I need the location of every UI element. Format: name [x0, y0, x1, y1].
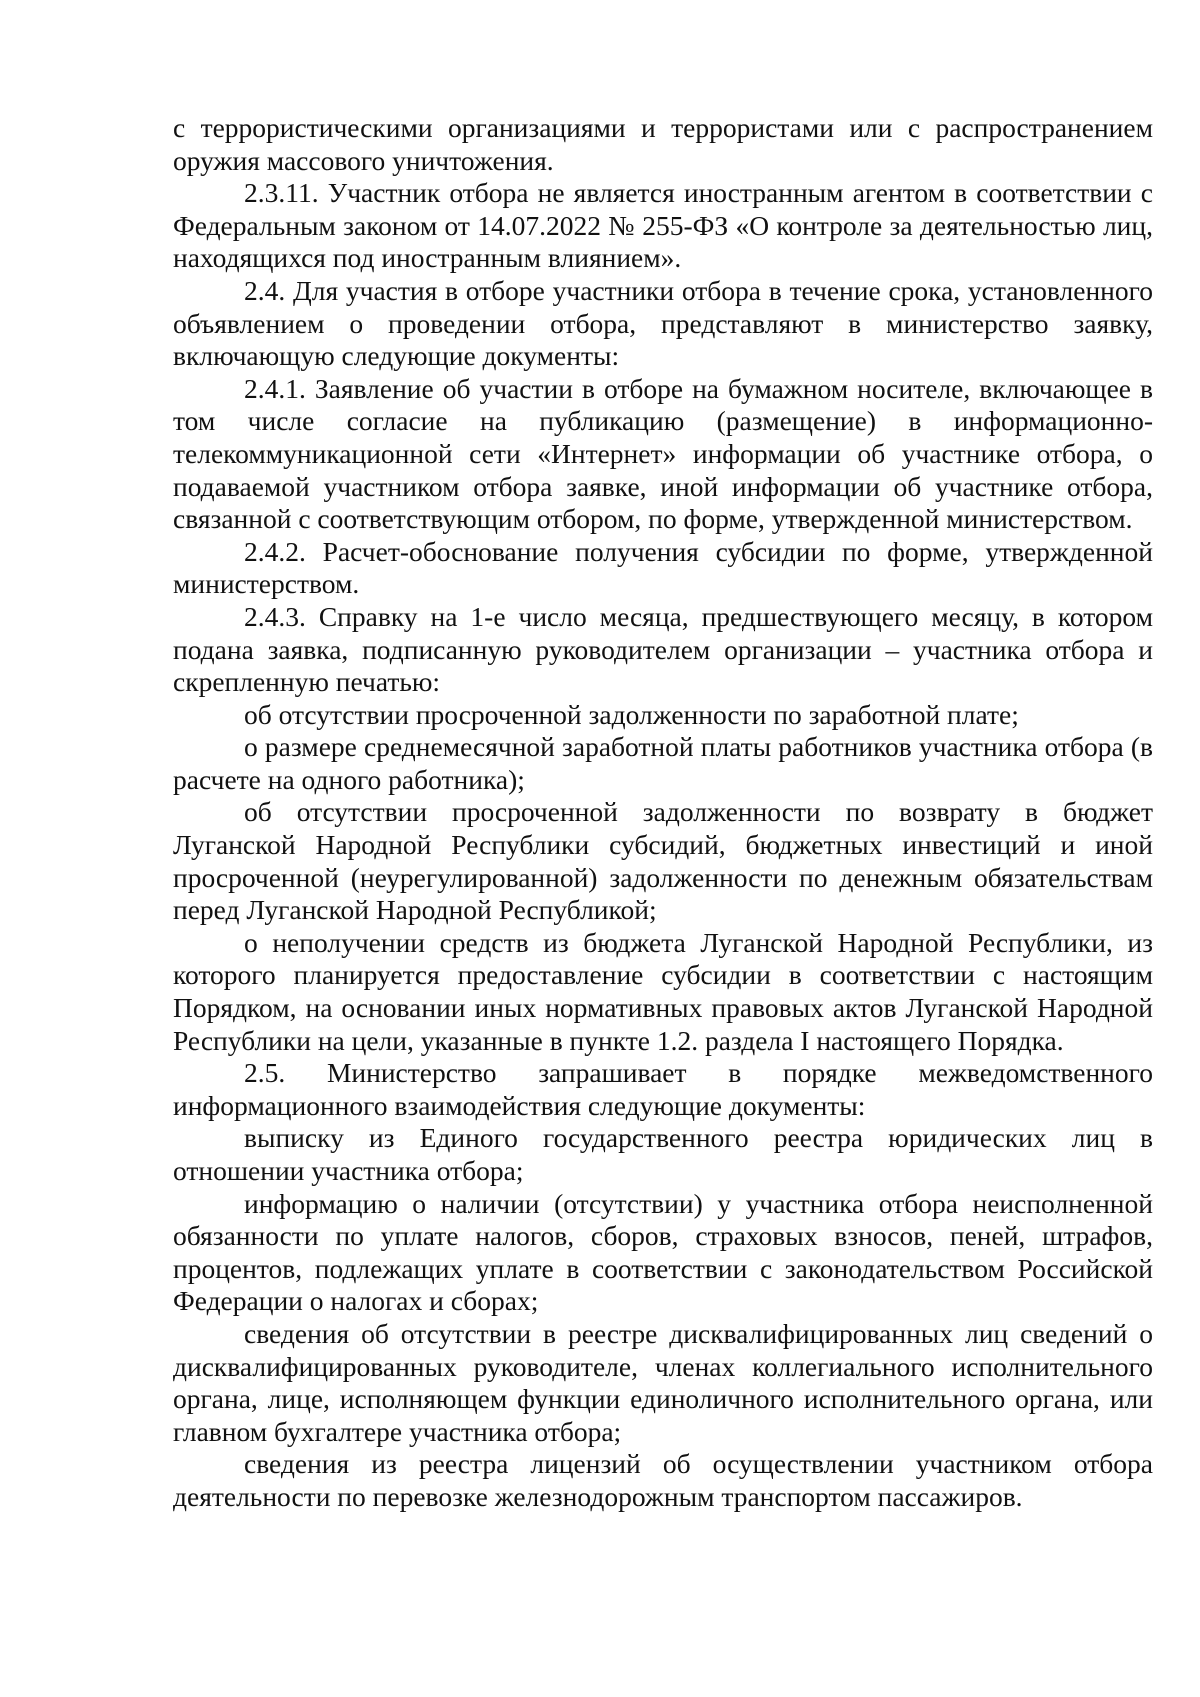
- list-item-salary-arrears: об отсутствии просроченной задолженности по заработной плате;: [244, 698, 1019, 730]
- list-item-no-other-funds: о неполучении средств из бюджета Луганской Народной Республики, из которого планируется предоставление субсидии в соответствии с настоящим Порядком, на основании иных нормативных правовых актов Луганской Народной Республики на цели, указанные в пункте 1.2. раздела I настоящего Порядка.: [173, 926, 1153, 1056]
- list-item-disqualified-persons: сведения об отсутствии в реестре дисквалифицированных лиц сведений о дисквалифицированных руководителе, членах коллегиального исполнительного органа, лице, исполняющем функции единоличного исполнительного органа, или главном бухгалтере участника отбора;: [173, 1317, 1153, 1447]
- document-body: [173, 112, 1153, 1514]
- paragraph-2-4-3: 2.4.3. Справку на 1-е число месяца, предшествующего месяцу, в котором подана заявка, подписанную руководителем организации – участника отбора и скрепленную печатью:: [173, 600, 1153, 698]
- paragraph-2-4-2: 2.4.2. Расчет-обоснование получения субсидии по форме, утвержденной министерством.: [173, 535, 1153, 600]
- list-item-license-registry: сведения из реестра лицензий об осуществлении участником отбора деятельности по перевозке железнодорожным транспортом пассажиров.: [173, 1448, 1153, 1512]
- list-item-tax-obligations: информацию о наличии (отсутствии) у участника отбора неисполненной обязанности по уплате налогов, сборов, страховых взносов, пеней, штрафов, процентов, подлежащих уплате в соответствии с законодательством Российской Федерации о налогах и сборах;: [173, 1187, 1153, 1317]
- paragraph-2-3-11: 2.3.11. Участник отбора не является иностранным агентом в соответствии с Федеральным законом от 14.07.2022 № 255-ФЗ «О контроле за деятельностью лиц, находящихся под иностранным влиянием».: [173, 177, 1153, 274]
- list-item-budget-arrears: об отсутствии просроченной задолженности по возврату в бюджет Луганской Народной Республики субсидий, бюджетных инвестиций и иной просроченной (неурегулированной) задолженности по денежным обязательствам перед Луганской Народной Республикой;: [173, 796, 1153, 926]
- paragraph-2-5: 2.5. Министерство запрашивает в порядке межведомственного информационного взаимодействия следующие документы:: [173, 1057, 1153, 1121]
- list-item-egrul-extract: выписку из Единого государственного реестра юридических лиц в отношении участника отбора;: [173, 1122, 1153, 1186]
- paragraph-2-4-1: 2.4.1. Заявление об участии в отборе на бумажном носителе, включающее в том числе согласие на публикацию (размещение) в информационно-телекоммуникационной сети «Интернет» информации об участнике отбора, о подаваемой участником отбора заявке, иной информации об участнике отбора, связанной с соответствующим отбором, по форме, утвержденной министерством.: [173, 372, 1153, 535]
- list-item-average-salary: о размере среднемесячной заработной платы работников участника отбора (в расчете на одного работника);: [173, 731, 1153, 795]
- paragraph-continuation: с террористическими организациями и террористами или с распространением оружия массового уничтожения.: [173, 112, 1153, 176]
- paragraph-2-4: 2.4. Для участия в отборе участники отбора в течение срока, установленного объявлением о проведении отбора, представляют в министерство заявку, включающую следующие документы:: [173, 274, 1153, 372]
